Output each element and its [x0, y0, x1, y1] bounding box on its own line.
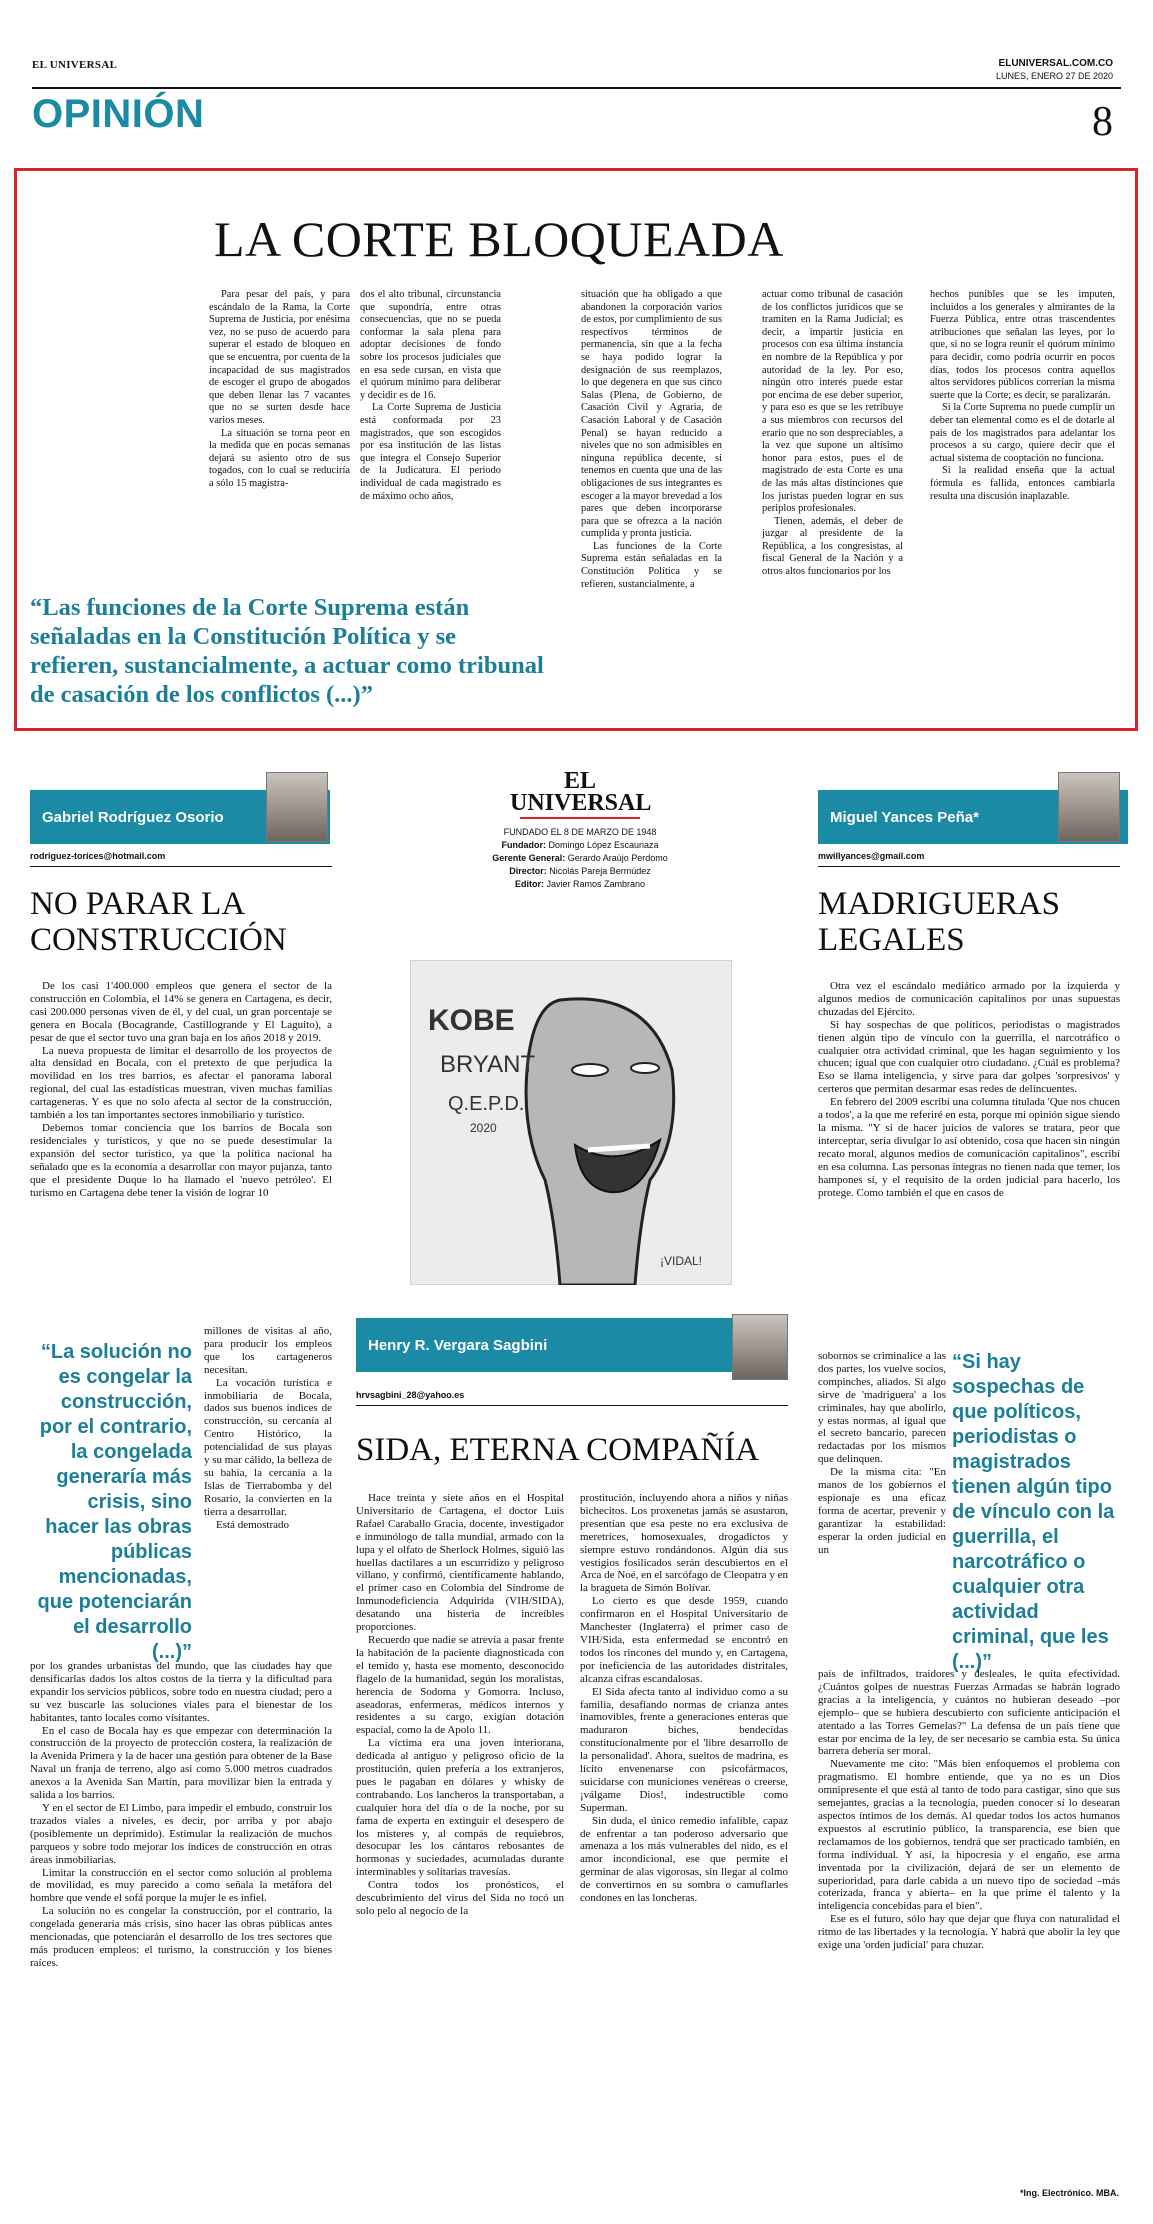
column-body-right-bottom: país de infiltrados, traidores y desleales, le quita efectividad. ¿Cuántos golpes de nuestras Fuerzas Armadas se habrán logrado gracias a la inteligencia, y cuántos no hubieran deseado –por ejemplo– que se hubiera descubierto con suficiente anticipación el atentado a las Torres Gemelas?" La defensa de un país tiene que estar por encima de la ley, de ser necesario se cambia esta. Su única barrera debería ser moral. Nuevamente me cito: "Más bien enfoquemos el problema con pragmatismo. El hombre entiende, que ya no es un Dios omnipresente el que está al tanto de todo para castigar, sino que sus semejantes, gracias a la tecnología, pueden conocer sí lo desearan aspectos íntimos de los demás. Al quedar todos los actos humanos expuestos al escrutinio público, la transparencia, ese bien que reclamamos de los gobiernos, tendrá que ser practicado también, en forma individual. Y así, la hipocresía y el engaño, ese arma inventada por la civilización, dejará de ser un elemento de superioridad, para darle cabida a un nuevo tipo de sociedad –más coterizada, franca y abierta– en la que prime el talento y la inteligencia concebidas para el bien". Ese es el futuro, sólo hay que dejar que fluya con naturalidad el ritmo de las libertades y la tecnología. Y habrá que abolir la ley que exige una 'orden judicial' para chuzar. — [818, 1668, 1120, 1952]
founder-line: Fundador: Domingo López Escauriaza — [501, 840, 659, 850]
masthead-site: ELUNIVERSAL.COM.CO — [998, 58, 1113, 69]
editorial-headline: LA CORTE BLOQUEADA — [214, 211, 784, 267]
editorial-column: dos el alto tribunal, circunstancia que supondría, entre otras consecuencias, que no se pueda conformar la sala plena para adoptar decisiones de fondo sobre los procesos judiciales que en esa sede cursan, en vista que el quórum mínimo para deliberar y decidir es de 16. La Corte Suprema de Justicia está conformada por 23 magistrados, que son escogidos por esa institución de las listas que integra el Consejo Superior de la Judicatura. El periodo individual de cada magistrado es de máximo ocho años, — [360, 289, 501, 502]
author-email-left[interactable]: rodriguez-torices@hotmail.com — [30, 851, 166, 861]
section-title: OPINIÓN — [32, 92, 205, 136]
masthead-date: LUNES, ENERO 27 DE 2020 — [995, 71, 1113, 81]
column-pull-quote-left: “La solución no es congelar la construcción, por el contrario, la congelada generaría más crisis, sino hacer las obras públicas mencionadas, que potenciarán el desarrollo (...)” — [37, 1341, 192, 1663]
column-body-right-top: Otra vez el escándalo mediático armado por la izquierda y algunos medios de comunicación capitalinos por unas supuestas chuzadas del Ejército. Si hay sospechas de que políticos, periodistas o magistrados tienen algún tipo de vínculo con la guerrilla, el narcotráfico o cualquier otra actividad criminal, que les hagan seguimiento y los chucen; igual que con cualquier otro ciudadano. ¿Cuál es problema? Eso se llama inteligencia, y sirve para dar golpes 'sorpresivos' y certeros que permitan desarmar esas redes de delincuentes. En febrero del 2009 escribí una columna titulada 'Que nos chucen a todos', a la que me referiré en esta, porque mi opinión sigue siendo la misma. "Y si de hacer juicios de valores se tratara, peor que interceptar, sería divulgar lo así obtenido, cosa que hacen sin ningún recato moral, algunos medios de comunicación capitalinos", escribí en esa columna. Las personas íntegras no tienen nada que temer, los hampones sí, y el requisito de la orden judicial para hacerlo, los protege. Como también el que en casos de — [818, 980, 1120, 1199]
author-photo-center — [732, 1314, 788, 1380]
cartoon-caption: BRYANT — [440, 1051, 536, 1078]
info-underline — [520, 817, 640, 819]
column-body-center-1: Hace treinta y siete años en el Hospital Universitario de Cartagena, el doctor Luis Rafael Caraballo Gracia, docente, investigador e inmunólogo de talla mundial, armado con la lupa y el olfato de Sherlock Holmes, siguió las huellas dactilares a un escurridizo y peligroso villano, y confirmó, científicamente hablando, el primer caso en Colombia del Síndrome de Inmunodeficiencia Adquirida (VIH/SIDA), desatando una histeria de increíbles proporciones. Recuerdo que nadie se atrevía a pasar frente la habitación de la paciente diagnosticada con el temido y, hasta ese momento, desconocido flagelo de la humanidad, según los moralistas, herencia de Sodoma y Gomorra. Incluso, aseadoras, enfermeras, médicos internos y residentes a su cargo, exigían dotación espacial, como la de Apolo 11. La víctima era una joven interiorana, dedicada al antiguo y peligroso oficio de la prostitución, quien prefería a los extranjeros, pues le pagaban en dólares y whisky de contrabando. Los lancheros la transportaban, a cualquier hora del día o de la noche, por su fama de experta en extinguir el desespero de los misteres y, al compás de requiebros, desocupar les los cántaros rebosantes de hormonas y suciedades, acumuladas durante interminables y solitarias travesías. Contra todos los pronósticos, el descubrimiento del virus del Sida no tocó un solo pelo al negocio de la — [356, 1492, 564, 1917]
author-name: Miguel Yances Peña* — [830, 808, 979, 826]
masthead-info-logo: EL UNIVERSAL — [510, 768, 652, 816]
author-footnote: *Ing. Electrónico. MBA. — [1019, 2188, 1119, 2198]
editorial-column: hechos punibles que se les imputen, incluidos a los generales y almirantes de la Fuerza Pública, entre otras trascendentes atribuciones que señalan las leyes, por lo que, si no se logra reunir el quórum mínimo para decidir, como podría ocurrir en pocos días, todos los procesos contra aquellos altos servidores públicos correrían la misma suerte que la Corte; es decir, se paralizarán. Si la Corte Suprema no puede cumplir un deber tan elemental como es el de dotarle al país de los magistrados para adelantar los procesos a su cargo, quiere decir que el actual sistema de cooptación no funciona. Si la realidad enseña que la actual fórmula es fallida, entonces cambiarla resulta una discusión inaplazable. — [930, 289, 1115, 502]
founded-line: FUNDADO EL 8 DE MARZO DE 1948 — [503, 827, 657, 837]
column-body-center-2: prostitución, incluyendo ahora a niños y niñas bichecitos. Los proxenetas jamás se asustaron, presentían que esa peste no era exclusiva de meretrices, homosexuales, drogadictos y siempre estuvo rondándonos. Algún día sus vestigios fosilicados serán descubiertos en el Arca de Noé, en el sarcófago de Cleopatra y en la bragueta de Simón Bolívar. Lo cierto es que desde 1959, cuando confirmaron en el Hospital Universitario de Manchester (Inglaterra) el primer caso de VIH/Sida, esta enfermedad se encontró en todos los rincones del mundo y, en Cartagena, por ineficiencia de las autoridades distritales, alcanza cifras escandalosas. El Sida afecta tanto al individuo como a su familia, desafiando normas de crianza antes inamovibles, frente a generaciones enteras que maduraron biches, bendecidas constitucionalmente por el 'libre desarrollo de la personalidad'. Ahora, sueltos de madrina, es lícito envenenarse con psicofármacos, suicidarse con municiones venéreas o creerse, ¡válgame Dios!, indestructible como Superman. Sin duda, el único remedio infalible, capaz de enfrentar a tan poderoso adversario que amenaza a los más vulnerables del nido, es el amor incondicional, ese que permite el germinar de alas vigorosas, sin llegar al colmo de convertirnos en su sombra o camuflarles condones en las loncheras. — [580, 1492, 788, 1905]
page-number: 8 — [1092, 99, 1113, 145]
column-headline-right: MADRIGUERAS LEGALES — [818, 886, 1061, 958]
divider — [30, 866, 332, 867]
masthead-logo: EL UNIVERSAL — [32, 59, 118, 71]
column-body-left-top: De los casi 1'400.000 empleos que genera el sector de la construcción en Colombia, el 14% se genera en Cartagena, es decir, casi 200.000 personas viven de él, y del cual, un gran porcentaje se genera en Bocala (Bocagrande, Castillogrande y El Laguito), a pesar de que el sector tuvo una gran baja en los años 2018 y 2019. La nueva propuesta de limitar el desarrollo de los proyectos de alta densidad en Bocala, con el pretexto de que perjudica la movilidad en los tres barrios, es afectar el panorama laboral regional, del cual las estadísticas muestran, viven muchas familias cartageneras. Y es que no solo afecta al sector de la construcción, también a los tan importantes sectores inmobiliario y turístico. Debemos tomar conciencia que los barrios de Bocala son residenciales y turísticos, y que no se puede desestimular la expansión del sector turístico, ya que la política nacional ha señalado que es la economía a desarrollar con mayor pujanza, tanto que el presidente Duque lo ha llamado el 'nuevo petróleo'. El turismo en Cartagena debe tener la visión de lograr 10 — [30, 980, 332, 1199]
column-pull-quote-right: “Si hay sospechas de que políticos, periodistas o magistrados tienen algún tipo de vínculo con la guerrilla, el narcotráfico o cualquier otra actividad criminal, que les (...)” — [952, 1351, 1115, 1673]
author-photo-right — [1058, 772, 1120, 842]
column-headline-center: SIDA, ETERNA COMPAÑÍA — [356, 1432, 760, 1468]
author-banner-center — [356, 1318, 776, 1372]
editorial-column: situación que ha obligado a que abandonen la corporación varios de estos, por cumplimiento de sus respectivos términos de permanencia, sin que a la fecha se haya podido lograr la designación de sus reemplazos, lo que degenera en que sus cinco Salas (Plena, de Gobierno, de Casación Civil y Agraria, de Casación Laboral y de Casación Penal) se hayan reducido a niveles que no son admisibles en ninguna república decente, si tenemos en cuenta que una de las obligaciones de sus integrantes es escoger a la mayor brevedad a los pares que deben incorporarse para que se ofrezca a la nación cumplida y pronta justicia. Las funciones de la Corte Suprema están señaladas en la Constitución Política y se refieren, sustancialmente, a — [581, 289, 722, 590]
author-email-center[interactable]: hrvsagbini_28@yahoo.es — [356, 1390, 465, 1400]
author-email-right[interactable]: mwillyances@gmail.com — [818, 851, 925, 861]
column-body-left-side: millones de visitas al año, para producir los empleos que los cartageneros necesitan. La vocación turística e inmobiliaria de Bocala, dados sus buenos índices de construcción, su cercanía al Centro Histórico, la potencialidad de sus playas y su mar cálido, la belleza de su bahía, la cercanía a la Islas de Tierrabomba y del Rosario, la convierten en la tierra a desarrollar. Está demostrado — [204, 1325, 332, 1531]
author-name: Henry R. Vergara Sagbini — [368, 1336, 548, 1354]
column-body-right-side: sobornos se criminalice a las dos partes, los vuelve socios, compinches, aliados. Si algo sirve de 'madriguera' a los criminales, hay que abolirlo, y estas normas, al igual que el secreto bancario, parecen redactadas por los mismos que delinquen. De la misma cita: "En manos de los gobiernos el espionaje es una eficaz forma de acertar, prevenir y garantizar la estabilidad: esperar la orden judicial en un — [818, 1350, 946, 1556]
masthead-info — [440, 826, 720, 891]
director-line: Director: Nicolás Pareja Bermúdez — [509, 866, 651, 876]
column-headline-left: NO PARAR LA CONSTRUCCIÓN — [30, 886, 287, 958]
divider — [356, 1405, 788, 1406]
editor-line: Editor: Javier Ramos Zambrano — [514, 879, 646, 889]
column-body-left-bottom: por los grandes urbanistas del mundo, que las ciudades hay que densificarlas dados los altos costos de la tierra y la dificultad para expandir los servicios públicos, sobre todo en nuestra ciudad; pero a su vez buscarle las soluciones viales para el bienestar de los habitantes, tanto locales como visitantes. En el caso de Bocala hay es que empezar con determinación la construcción de la proyecto de protección costera, la realización de la Avenida Primera y la de hacer una gestión para obtener de la Base Naval un franja de terreno, algo así como 5.000 metros cuadrados anexos a la Avenida San Martín, para movilizar bien la entrada y salida a los barrios. Y en el sector de El Limbo, para impedir el embudo, construir los trazados viales a niveles, es decir, por arriba y por abajo (posiblemente un deprimido). Estimular la realización de muchos parqueos y sobre todo mejorar los índices de construcción en otras áreas inmobiliarias. Limitar la construcción en el sector como solución al problema de movilidad, es muy parecido a como señala la metáfora del hombre que vende el sofá porque la mujer le es infiel. La solución no es congelar la construcción, por el contrario, la congelada generaría más crisis, sino hacer las obras públicas antes mencionadas, que potenciarán el desarrollo de los tres sectores que más producen empleos: el turismo, la construcción y los bienes raíces. — [30, 1660, 332, 1969]
editorial-column: actuar como tribunal de casación de los conflictos jurídicos que se tramiten en la Rama Judicial; es decir, a impartir justicia en procesos con esa última instancia en nombre de la República y por autoridad de la ley. Por eso, ningún otro interés puede estar por encima de ese deber superior, y para eso es que se les retribuye a sus miembros con recursos del erario que no son despreciables, a la vez que supone un altísimo honor para estos, pues el de magistrado de esta Corte es una de las más altas distinciones que los juristas pueden lograr en sus periplos profesionales. Tienen, además, el deber de juzgar al presidente de la República, a los congresistas, al fiscal General de la Nación y a otros altos funcionarios por los — [762, 289, 903, 578]
masthead-rule — [32, 87, 1121, 89]
manager-line: Gerente General: Gerardo Araújo Perdomo — [492, 853, 668, 863]
editorial-column: Para pesar del país, y para escándalo de la Rama, la Corte Suprema de Justicia, por enésima vez, no se puso de acuerdo para superar el estado de bloqueo en que se encuentra, por cuenta de la incapacidad de sus magistrados de escoger el grupo de abogados que deben llenar las 7 vacantes que no se surten desde hace varios meses. La situación se torna peor en la medida que en pocas semanas dejará su asiento otro de sus togados, con lo cual se reduciría a sólo 15 magistra- — [209, 289, 350, 489]
divider — [818, 866, 1120, 867]
cartoon-caption: 2020 — [470, 1121, 497, 1135]
author-photo-left — [266, 772, 328, 842]
cartoon-signature: ¡VIDAL! — [660, 1254, 703, 1268]
author-name: Gabriel Rodríguez Osorio — [42, 808, 224, 826]
cartoon-caption: KOBE — [428, 1004, 515, 1037]
editorial-pull-quote: “Las funciones de la Corte Suprema están señaladas en la Constitución Política y se refieren, sustancialmente, a actuar como tribunal de casación de los conflictos (...)” — [30, 594, 544, 708]
cartoon — [410, 960, 732, 1285]
cartoon-caption: Q.E.P.D. — [448, 1093, 525, 1115]
